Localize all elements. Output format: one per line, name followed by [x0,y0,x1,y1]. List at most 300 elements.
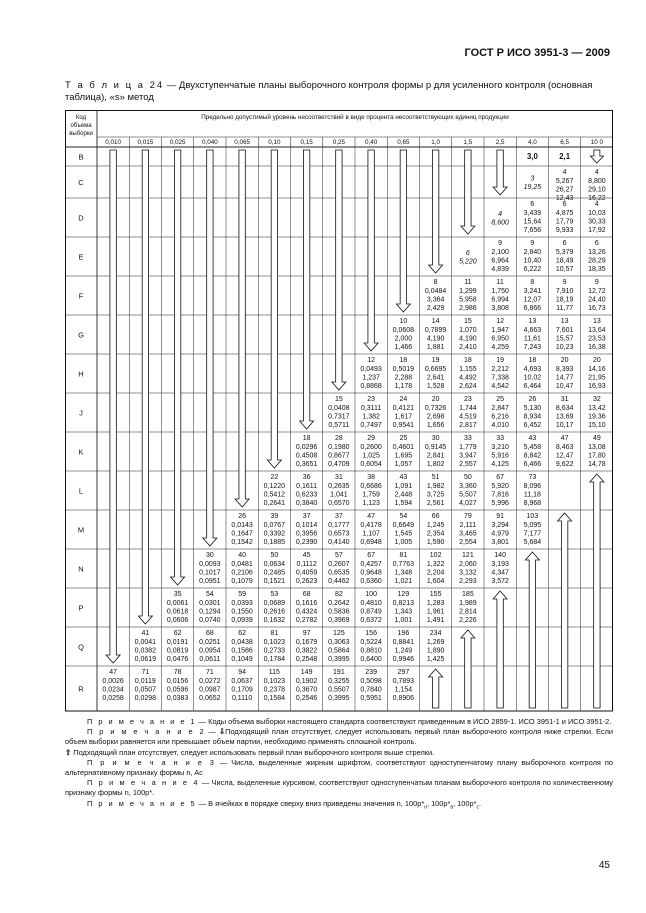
table-caption-text: — Двухступенчатые планы выборочного контроля формы p для усиленного контроля (основная таблица), «s» метод [65,80,593,103]
sample-size-code: L [78,486,84,496]
plan-value: 2,840 [523,248,542,256]
plan-value: 0,1616 [295,599,318,607]
plan-value: 2,986 [459,305,477,312]
plan-value: 1,744 [459,404,477,412]
arrow-down-icon [138,150,152,624]
plan-value: 8 [433,279,438,287]
plan-value: 0,0383 [166,695,189,702]
header-code-label: Код [75,115,87,121]
plan-value: 4,027 [459,500,477,507]
plan-value: 0,0061 [166,599,189,607]
plan-value: 29,10 [588,186,606,194]
plan-value: 0,3670 [295,686,318,694]
plan-value: 13,08 [588,443,606,451]
plan-value: 0,0234 [102,686,124,694]
plan-value: 4,010 [491,422,509,429]
plan-value: 12,47 [555,452,574,460]
plan-value: 20 [592,357,601,365]
sample-size-code: M [77,525,85,535]
plan-value: 78 [173,669,182,677]
plan-value: 0,1521 [263,578,286,585]
plan-value: 12,72 [588,287,606,295]
plan-value: 2,410 [459,344,477,351]
plan-value: 0,1017 [199,569,221,577]
plan-value: 0,6695 [424,365,447,373]
plan-value: 8,800 [588,177,606,185]
plan-value: 18,19 [555,296,574,304]
plan-value: 12,43 [555,195,574,202]
plan-value: 3,132 [459,569,477,577]
plan-value: 8,600 [491,219,509,227]
arrow-down-icon [203,150,217,546]
plan-value: 8,934 [523,413,542,421]
aql-column-header: 0,015 [137,139,154,146]
plan-value: 297 [397,669,410,677]
plan-value: 0,2390 [295,539,318,546]
plan-value: 6,866 [523,305,542,312]
plan-value: 2,429 [426,305,445,312]
plan-value: 1,779 [459,443,477,451]
plan-value: 2,293 [459,578,477,585]
plan-value: 3,439 [523,209,542,217]
plan-value: 0,1777 [328,521,350,529]
plan-value: 1,025 [362,452,380,460]
plan-value: 67 [496,474,505,482]
plan-value: 6,216 [491,413,509,421]
plan-value: 1,382 [362,413,380,421]
plan-value: 33 [463,435,472,443]
plan-value: 0,0119 [134,677,156,685]
plan-value: 0,9648 [360,569,382,577]
plan-value: 28 [334,435,343,443]
plan-value: 0,2616 [263,608,286,616]
plan-value: 6,464 [523,383,542,390]
plan-value: 6 [594,240,599,248]
plan-value: 11,61 [523,335,541,343]
plan-value: 185 [462,591,474,599]
plan-value: 62 [238,630,247,638]
plan-value: 4,347 [491,569,509,577]
plan-value: 0,3392 [263,530,286,538]
plan-value: 0,4257 [360,560,382,568]
plan-value: 25 [399,435,408,443]
plan-value: 81 [270,630,279,638]
plan-value: 0,3956 [295,530,318,538]
plan-value: 0,2623 [295,578,318,585]
plan-value: 91 [496,513,505,521]
plan-value: 7,243 [523,344,542,351]
plan-value: 1,881 [426,344,445,351]
plan-value: 15,57 [555,335,574,343]
plan-value: 2,100 [491,248,509,256]
plan-value: 2,204 [426,569,445,577]
plan-value: 6 [562,240,567,248]
plan-value: 0,3651 [295,461,318,468]
plan-value: 6 [562,201,567,209]
arrow-up-icon [525,552,539,708]
plan-value: 100 [365,591,377,599]
sampling-plans-table [65,110,613,714]
plan-value: 5,458 [523,443,542,451]
plan-value: 4,839 [491,266,509,273]
plan-value: 0,0689 [263,599,286,607]
plan-value: 0,2607 [328,560,350,568]
plan-value: 0,7317 [328,413,350,421]
plan-value: 8,842 [523,452,542,460]
plan-value: 0,1632 [263,617,286,624]
arrow-up-icon [590,474,604,708]
plan-value: 79 [463,513,472,521]
plan-value: 0,1023 [263,638,286,646]
plan-value: 14,78 [588,461,606,468]
plan-value: 73 [528,474,537,482]
arrow-up-icon: ⇧ [65,747,72,757]
plan-value: 3,725 [426,491,445,499]
plan-value: 32 [592,396,601,404]
plan-value: 4 [562,169,567,177]
plan-value: 15 [463,318,472,326]
arrow-down-icon: ⇩ [218,727,226,737]
plan-value: 1,759 [362,491,380,499]
plan-value: 155 [429,591,442,599]
plan-value: 68 [302,591,311,599]
plan-value: 121 [462,552,474,560]
plan-value: 0,4140 [328,539,350,546]
plan-value: 0,5224 [360,638,382,646]
plan-value: 62 [173,630,182,638]
plan-value: 1,802 [426,461,445,468]
plan-value: 0,0596 [166,686,189,694]
plan-value: 4,519 [459,413,477,421]
plan-value: 0,2642 [328,599,350,607]
plan-value: 0,0507 [134,686,157,694]
plan-value: 31 [560,396,569,404]
plan-value: 0,0618 [166,608,189,616]
header-aql-group-label: Предельно допустимый уровень несоответствий в виде процента несоответствующих единиц продукции [201,114,509,121]
plan-value: 5,220 [459,258,477,266]
aql-column-header: 2,5 [495,139,505,146]
plan-value: 13,26 [588,248,606,256]
plan-value: 1,491 [426,617,445,624]
plan-value: 0,6233 [295,491,318,499]
note-5: П р и м е ч а н и е 5 — В ячейках в порядке сверху вниз приведены значения n, $100p*_н$, $100p*_в$, $100p*_с$. [87,798,482,811]
plan-value: 0,3255 [328,677,350,685]
plan-value: 16,73 [588,305,606,312]
plan-value: 7,656 [523,227,542,234]
plan-value: 2,212 [491,365,509,373]
plan-value: 0,1647 [231,530,253,538]
sample-size-code: N [78,564,84,574]
plan-value: 22 [270,474,279,482]
plan-value: 1,322 [426,560,445,568]
plan-value: 39 [270,513,279,521]
plan-value: 2,111 [459,521,477,529]
plan-value: 0,1110 [231,695,253,702]
plan-value: 2,1 [559,152,571,162]
plan-value: 0,4121 [392,404,415,412]
plan-value: 2,841 [426,452,445,460]
plan-value: 1,890 [426,647,445,655]
plan-value: 13,64 [588,326,606,334]
arrow-down-icon [396,150,410,312]
plan-value: 4,693 [523,365,542,373]
arrow-down-icon [590,150,603,163]
plan-value: 0,1709 [231,686,253,694]
plan-value: 0,0408 [328,404,350,412]
plan-value: 0,0740 [199,617,221,624]
plan-value: 0,4178 [360,521,382,529]
aql-column-header: 0,040 [201,139,218,146]
plan-value: 3,294 [491,521,509,529]
plan-value: 43 [528,435,537,443]
sample-size-code: K [78,447,84,457]
sample-size-code: B [78,152,84,162]
aql-column-header: 4,0 [527,139,537,146]
plan-value: 0,0634 [263,560,286,568]
plan-value: 1,123 [362,500,380,507]
plan-value: 3,360 [459,482,477,490]
plan-value: 8,096 [523,482,542,490]
plan-value: 8,393 [555,365,574,373]
plan-value: 4,492 [459,374,477,382]
aql-column-header: 0,15 [300,139,313,146]
plan-value: 0,0026 [102,677,124,685]
plan-value: 3,364 [426,296,445,304]
plan-value: 3 [530,175,535,183]
plan-value: 6,950 [491,335,509,343]
plan-value: 2,641 [426,374,445,382]
arrow-down-icon [235,150,249,507]
plan-value: 0,0301 [199,599,221,607]
plan-value: 26,27 [555,186,574,194]
plan-value: 9,622 [555,461,574,468]
plan-value: 11,77 [556,305,574,312]
arrow-down-icon [493,150,507,195]
plan-value: 31 [334,474,343,482]
plan-value: 8,463 [555,443,574,451]
sample-size-code: D [78,213,84,223]
plan-value: 0,0272 [199,677,221,685]
plan-value: 0,1542 [231,539,253,546]
arrow-up-icon [429,669,443,708]
plan-value: 7,816 [491,491,509,499]
plan-value: 0,6400 [360,656,382,663]
plan-value: 0,5711 [328,422,350,429]
plan-value: 20 [431,396,440,404]
plan-value: 23 [463,396,472,404]
plan-value: 0,6573 [328,530,350,538]
plan-value: 0,7497 [360,422,382,429]
note-1: П р и м е ч а н и е 1 — Коды объема выборки настоящего стандарта соответствуют приведенным в ИСО 2859-1. ИСО 3951-1 и ИСО 3951-2. [87,717,612,726]
plan-value: 0,1023 [263,677,286,685]
plan-value: 129 [397,591,410,599]
plan-value: 18,35 [588,266,606,273]
plan-value: 0,3969 [328,617,350,624]
plan-value: 0,0156 [166,677,189,685]
table-caption [65,80,613,104]
plan-value: 19 [431,357,440,365]
plan-value: 5,267 [555,177,574,185]
plan-value: 4,542 [491,383,509,390]
plan-value: 4,663 [523,326,542,334]
plan-value: 14,16 [588,365,606,373]
plan-value: 0,5507 [328,686,350,694]
plan-value: 1,348 [394,569,413,577]
plan-value: 1,091 [394,482,413,490]
plan-value: 1,283 [426,599,445,607]
plan-value: 30,33 [588,218,606,226]
plan-value: 0,1584 [263,695,286,702]
plan-value: 5,507 [459,491,477,499]
plan-value: 0,6360 [360,578,382,585]
plan-value: 125 [333,630,345,638]
plan-value: 7,338 [491,374,509,382]
plan-value: 16,38 [588,344,606,351]
plan-value: 3,572 [491,578,509,585]
plan-value: 97 [302,630,311,638]
plan-value: 6,222 [523,266,542,273]
plan-value: 0,5836 [328,608,350,616]
plan-value: 6,964 [491,257,509,265]
plan-value: 0,6649 [392,521,415,529]
plan-value: 45 [302,552,311,560]
plan-value: 0,0041 [134,638,157,646]
plan-value: 0,7326 [424,404,447,412]
plan-value: 0,4810 [360,599,382,607]
plan-value: 12,07 [523,296,542,304]
plan-value: 71 [141,669,150,677]
plan-value: 5,958 [459,296,477,304]
plan-value: 1,695 [394,452,413,460]
header-code-label: выборки [69,131,93,137]
plan-value: 19 [496,357,505,365]
plan-value: 2,060 [459,560,477,568]
aql-column-header: 1,0 [431,139,441,146]
plan-value: 17,79 [555,218,574,226]
arrow-down-icon [106,150,120,663]
plan-value: 23,53 [588,335,606,343]
plan-value: 10,47 [555,383,574,390]
plan-value: 0,0093 [199,560,221,568]
plan-value: 10,23 [555,344,574,351]
plan-value: 14,77 [555,374,574,382]
plan-value: 0,7840 [360,686,382,694]
plan-value: 1,070 [459,326,477,334]
plan-value: 1,269 [426,638,445,646]
plan-value: 1,178 [394,383,413,390]
plan-value: 0,2635 [328,482,350,490]
aql-column-header: 10 0 [590,139,604,146]
plan-value: 13 [592,318,601,326]
plan-value: 8,968 [523,500,542,507]
plan-value: 234 [429,630,442,638]
plan-value: 3,801 [491,539,509,546]
plan-value: 2,814 [459,608,477,616]
plan-value: 71 [205,669,214,677]
plan-value: 54 [399,513,408,521]
plan-value: 5,095 [523,521,542,529]
plan-value: 28,29 [588,257,606,265]
plan-value: 15 [334,396,343,404]
plan-value: 2,226 [459,617,477,624]
plan-value: 2,000 [394,335,413,343]
note-4: П р и м е ч а н и е 4 — Числа, выделенные курсивом, соответствуют одноступенчатым планам выборочного контроля по количественному признаку формы n, 100p*. [65,778,613,798]
plan-value: 0,0951 [199,578,221,585]
plan-value: 0,5412 [263,491,286,499]
plan-value: 0,9946 [392,656,415,663]
plan-value: 0,3995 [328,695,350,702]
plan-value: 0,6372 [360,617,382,624]
plan-value: 3,808 [491,305,509,312]
plan-value: 37 [334,513,343,521]
plan-value: 3,465 [459,530,477,538]
plan-value: 4 [594,169,599,177]
plan-value: 0,8906 [392,695,415,702]
aql-column-header: 1,5 [463,139,473,146]
plan-value: 1,057 [394,461,413,468]
sample-size-code: R [78,684,84,694]
aql-column-header: 0,10 [268,139,281,146]
plan-value: 0,4462 [328,578,350,585]
plan-value: 0,5098 [360,677,382,685]
plan-value: 0,1679 [295,638,318,646]
plan-value: 0,4324 [295,608,318,616]
plan-value: 13,42 [588,404,606,412]
plan-value: 1,982 [426,482,445,490]
plan-value: 0,0767 [263,521,286,529]
sample-size-code: Q [78,642,84,652]
plan-value: 1,425 [426,656,445,663]
plan-value: 1,947 [491,326,509,334]
plan-value: 0,1885 [263,539,286,546]
plan-value: 0,4709 [328,461,350,468]
plan-value: 0,6686 [360,482,382,490]
plan-value: 16,22 [588,195,606,202]
plan-value: 0,0191 [166,638,189,646]
plan-value: 0,0251 [199,638,221,646]
sample-size-code: J [79,408,83,418]
plan-value: 8,634 [555,404,574,412]
plan-value: 0,0393 [231,599,253,607]
sample-size-code: P [78,603,84,613]
plan-value: 50 [270,552,279,560]
plan-value: 30 [205,552,214,560]
plan-value: 7,601 [555,326,574,334]
aql-column-header: 0,065 [234,139,251,146]
aql-column-header: 0,025 [169,139,186,146]
plan-value: 4,979 [491,530,509,538]
plan-value: 3,241 [523,287,542,295]
plan-value: 11 [464,279,472,287]
plan-value: 1,604 [426,578,445,585]
plan-value: 9,933 [555,227,574,234]
plan-value: 0,1294 [199,608,221,616]
plan-value: 11 [496,279,504,287]
plan-value: 0,7893 [392,677,415,685]
plan-value: 4,190 [426,335,445,343]
document-header: ГОСТ Р ИСО 3951-3 — 2009 [464,47,610,59]
plan-value: 12 [367,357,376,365]
plan-value: 1,466 [394,344,413,351]
plan-value: 57 [334,552,343,560]
plan-value: 17,92 [588,227,606,234]
plan-value: 9 [530,240,535,248]
plan-value: 0,6054 [360,461,382,468]
plan-value: 1,590 [426,539,445,546]
plan-value: 5,130 [523,404,542,412]
plan-value: 0,8868 [360,383,382,390]
plan-value: 0,0611 [199,656,221,663]
